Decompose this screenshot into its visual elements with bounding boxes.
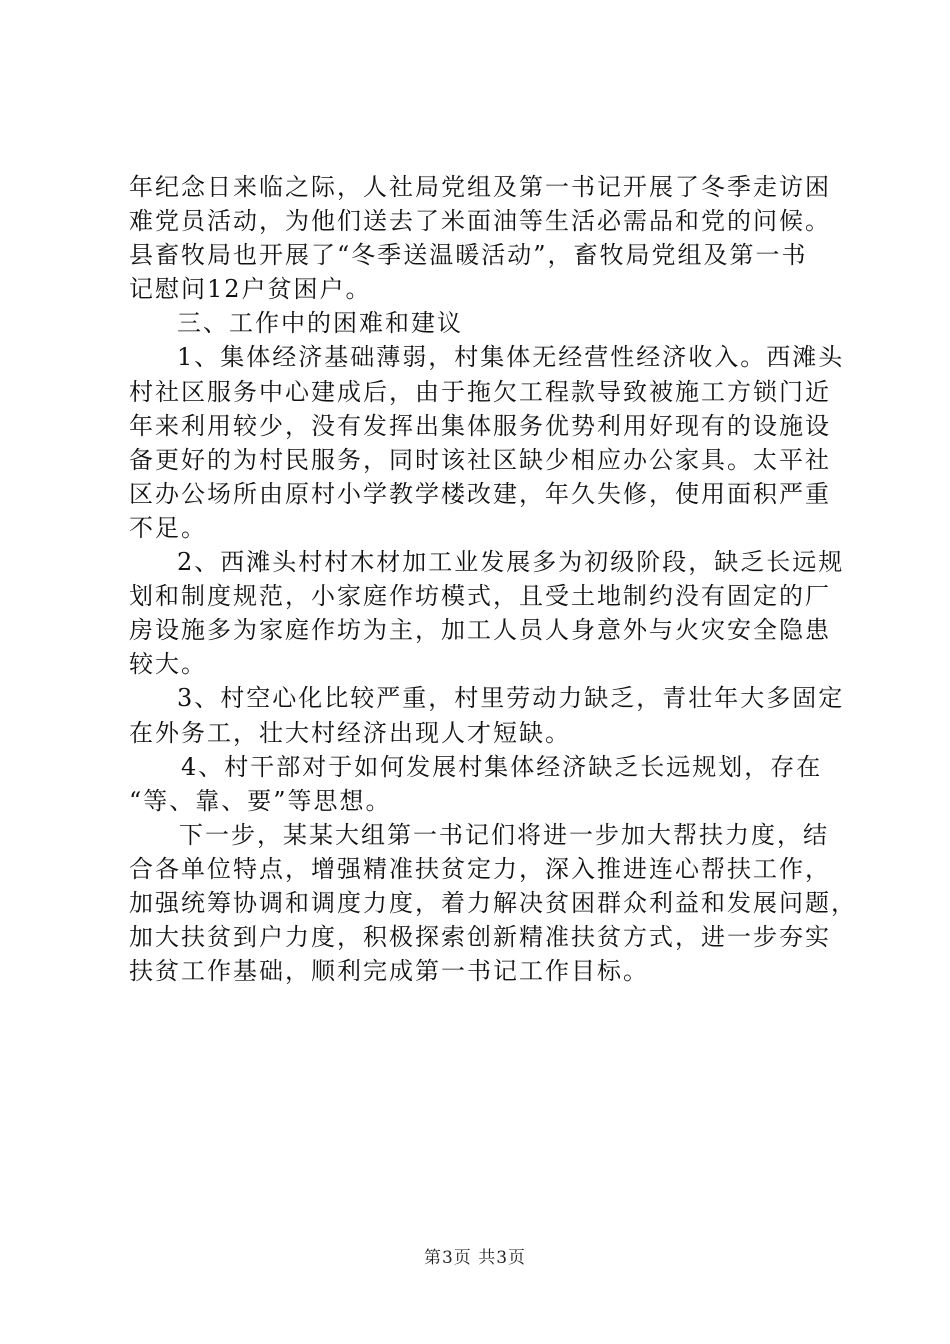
document-body — [129, 170, 857, 988]
text-line: 房设施多为家庭作坊为主，加工人员人身意外与火灾安全隐患 — [129, 616, 831, 645]
text-line: 年纪念日来临之际，人社局党组及第一书记开展了冬季走访困 — [129, 173, 831, 201]
text-line: 3、村空心化比较严重，村里劳动力缺乏，青壮年大多固定 — [177, 684, 845, 713]
text-line: 村社区服务中心建成后，由于拖欠工程款导致被施工方锁门近 — [129, 377, 831, 406]
text-line: 划和制度规范，小家庭作坊模式，且受土地制约没有固定的厂 — [129, 582, 831, 611]
text-line: 加大扶贫到户力度，积极探索创新精准扶贫方式，进一步夯实 — [129, 923, 831, 952]
section-heading: 三、工作中的困难和建议 — [177, 309, 463, 338]
text-line: 不足。 — [129, 513, 207, 542]
text-line: “等、靠、要”等思想。 — [129, 786, 392, 815]
page-number-footer: 第3页 共3页 — [423, 1248, 527, 1268]
text-line: 在外务工，壮大村经济出现人才短缺。 — [129, 718, 571, 747]
text-line: 4、村干部对于如何发展村集体经济缺乏长远规划，存在 — [181, 752, 823, 781]
text-line: 下一步，某某大组第一书记们将进一步加大帮扶力度，结 — [179, 820, 829, 849]
text-line: 县畜牧局也开展了“冬季送温暖活动”，畜牧局党组及第一书 — [129, 241, 808, 270]
text-line: 较大。 — [129, 650, 207, 679]
text-line: 扶贫工作基础，顺利完成第一书记工作目标。 — [129, 957, 649, 986]
text-line: 难党员活动，为他们送去了米面油等生活必需品和党的问候。 — [129, 207, 831, 236]
text-line: 年来利用较少，没有发挥出集体服务优势利用好现有的设施设 — [129, 411, 831, 440]
text-line: 加强统筹协调和调度力度，着力解决贫困群众利益和发展问题， — [129, 888, 857, 917]
text-line: 2、西滩头村村木材加工业发展多为初级阶段，缺乏长远规 — [177, 548, 845, 577]
text-line: 区办公场所由原村小学教学楼改建，年久失修，使用面积严重 — [129, 479, 831, 508]
text-line: 记慰问12户贫困户。 — [129, 275, 372, 304]
text-line: 合各单位特点，增强精准扶贫定力，深入推进连心帮扶工作， — [129, 854, 831, 883]
text-line: 备更好的为村民服务，同时该社区缺少相应办公家具。太平社 — [129, 445, 831, 474]
text-line: 1、集体经济基础薄弱，村集体无经营性经济收入。西滩头 — [177, 343, 845, 372]
